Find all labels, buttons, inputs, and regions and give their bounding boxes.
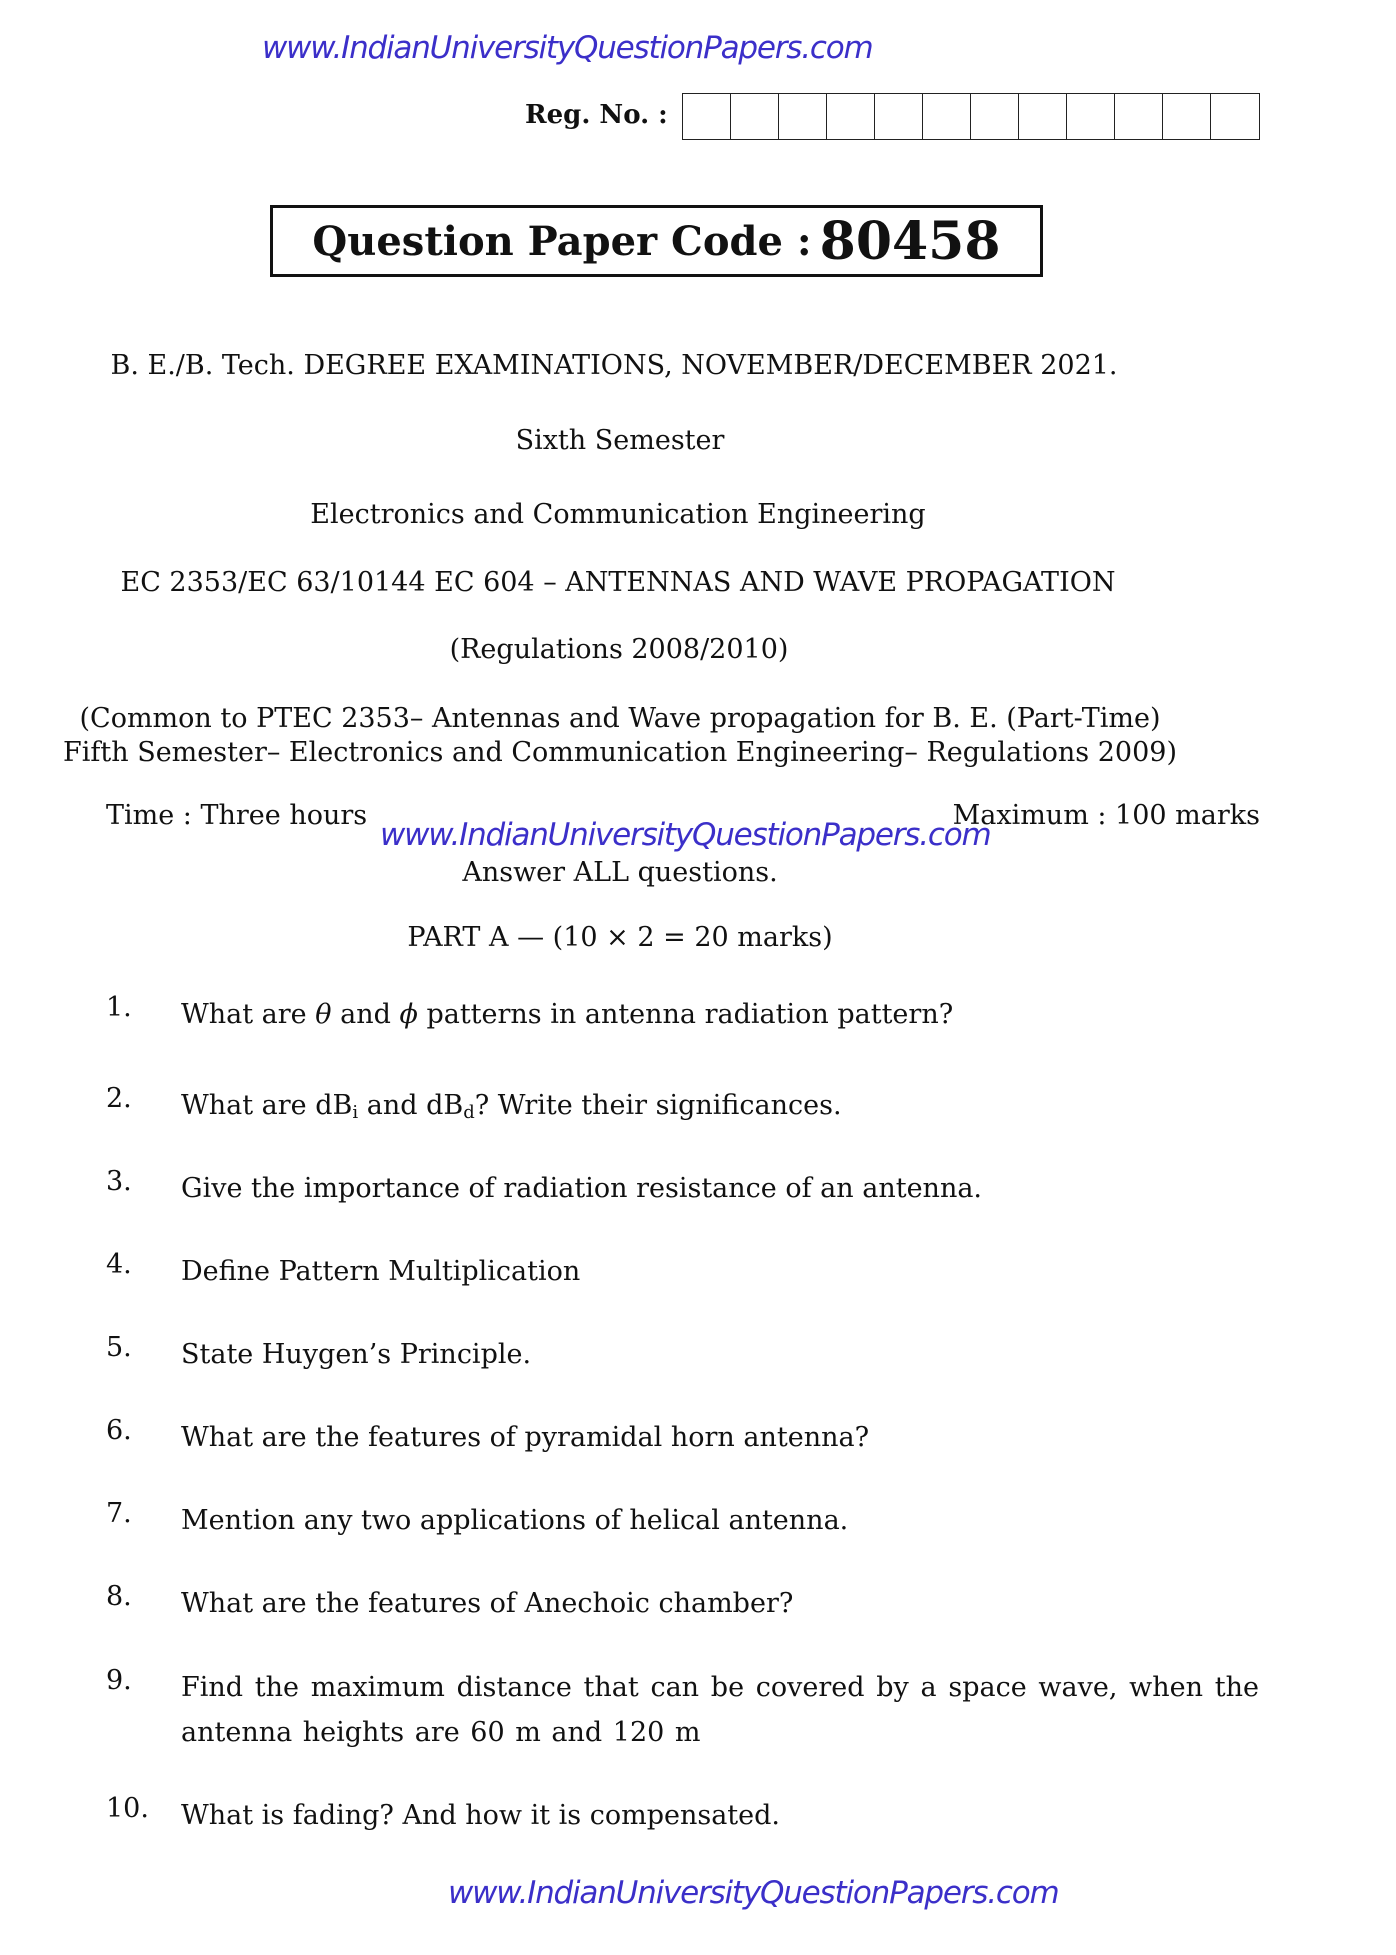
question-number: 6. [106, 1415, 132, 1446]
maximum-marks: Maximum : 100 marks [952, 800, 1260, 831]
reg-no-box [779, 94, 827, 139]
question-number: 7. [106, 1498, 132, 1529]
reg-no-box [827, 94, 875, 139]
question-text: What are the features of Anechoic chamber? [181, 1588, 794, 1619]
reg-no-label: Reg. No. : [525, 100, 668, 130]
question-number: 9. [106, 1665, 132, 1696]
instruction: Answer ALL questions. [462, 857, 778, 888]
question-number: 3. [106, 1166, 132, 1197]
reg-no-box [875, 94, 923, 139]
reg-no-box [971, 94, 1019, 139]
semester: Sixth Semester [515, 425, 725, 456]
question-paper-code-box [270, 205, 1043, 277]
watermark-top: www.IndianUniversityQuestionPapers.com [262, 30, 873, 66]
reg-no-box [1115, 94, 1163, 139]
question-text: Give the importance of radiation resistance of an antenna. [181, 1173, 983, 1204]
question-text: Mention any two applications of helical antenna. [181, 1505, 849, 1536]
question-text: Find the maximum distance that can be covered by a space wave, when the antenna heights are 60 m and 120 m [181, 1672, 1259, 1748]
reg-no-box [731, 94, 779, 139]
watermark-middle: www.IndianUniversityQuestionPapers.com [380, 817, 991, 853]
phi-symbol: ϕ [399, 999, 418, 1030]
question-number: 2. [106, 1083, 132, 1114]
question-text: State Huygen’s Principle. [181, 1339, 532, 1370]
question-number: 1. [106, 992, 132, 1023]
question-text: What are the features of pyramidal horn antenna? [181, 1422, 870, 1453]
watermark-bottom: www.IndianUniversityQuestionPapers.com [448, 1875, 1059, 1911]
exam-title: B. E./B. Tech. DEGREE EXAMINATIONS, NOVEMBER/DECEMBER 2021. [110, 350, 1118, 381]
question-text: What are θ and ϕ patterns in antenna radiation pattern? [181, 999, 954, 1030]
question-paper-code-label: Question Paper Code : [312, 217, 812, 265]
question-paper-code-value: 80458 [819, 210, 1001, 272]
question-number: 5. [106, 1332, 132, 1363]
common-note-line-2: Fifth Semester– Electronics and Communication Engineering– Regulations 2009) [63, 737, 1177, 768]
reg-no-box [1163, 94, 1211, 139]
time-duration: Time : Three hours [106, 800, 368, 831]
question-text: What are $dB_i$ and $dB_d$? Write their significances. [181, 1090, 842, 1123]
theta-symbol: θ [315, 999, 332, 1030]
question-text: Define Pattern Multiplication [181, 1256, 581, 1287]
question-number: 10. [106, 1793, 149, 1824]
reg-no-box [683, 94, 731, 139]
reg-no-box [923, 94, 971, 139]
reg-no-boxes [682, 93, 1260, 140]
question-number: 8. [106, 1581, 132, 1612]
course-title: EC 2353/EC 63/10144 EC 604 – ANTENNAS AND WAVE PROPAGATION [120, 567, 1116, 598]
department: Electronics and Communication Engineering [310, 499, 926, 530]
question-text: What is fading? And how it is compensated. [181, 1800, 780, 1831]
question-number: 4. [106, 1249, 132, 1280]
reg-no-box [1211, 94, 1259, 139]
regulations: (Regulations 2008/2010) [449, 634, 789, 665]
reg-no-box [1067, 94, 1115, 139]
part-a-heading: PART A — (10 × 2 = 20 marks) [407, 922, 833, 953]
common-note-line-1: (Common to PTEC 2353– Antennas and Wave propagation for B. E. (Part-Time) [79, 703, 1161, 734]
reg-no-box [1019, 94, 1067, 139]
